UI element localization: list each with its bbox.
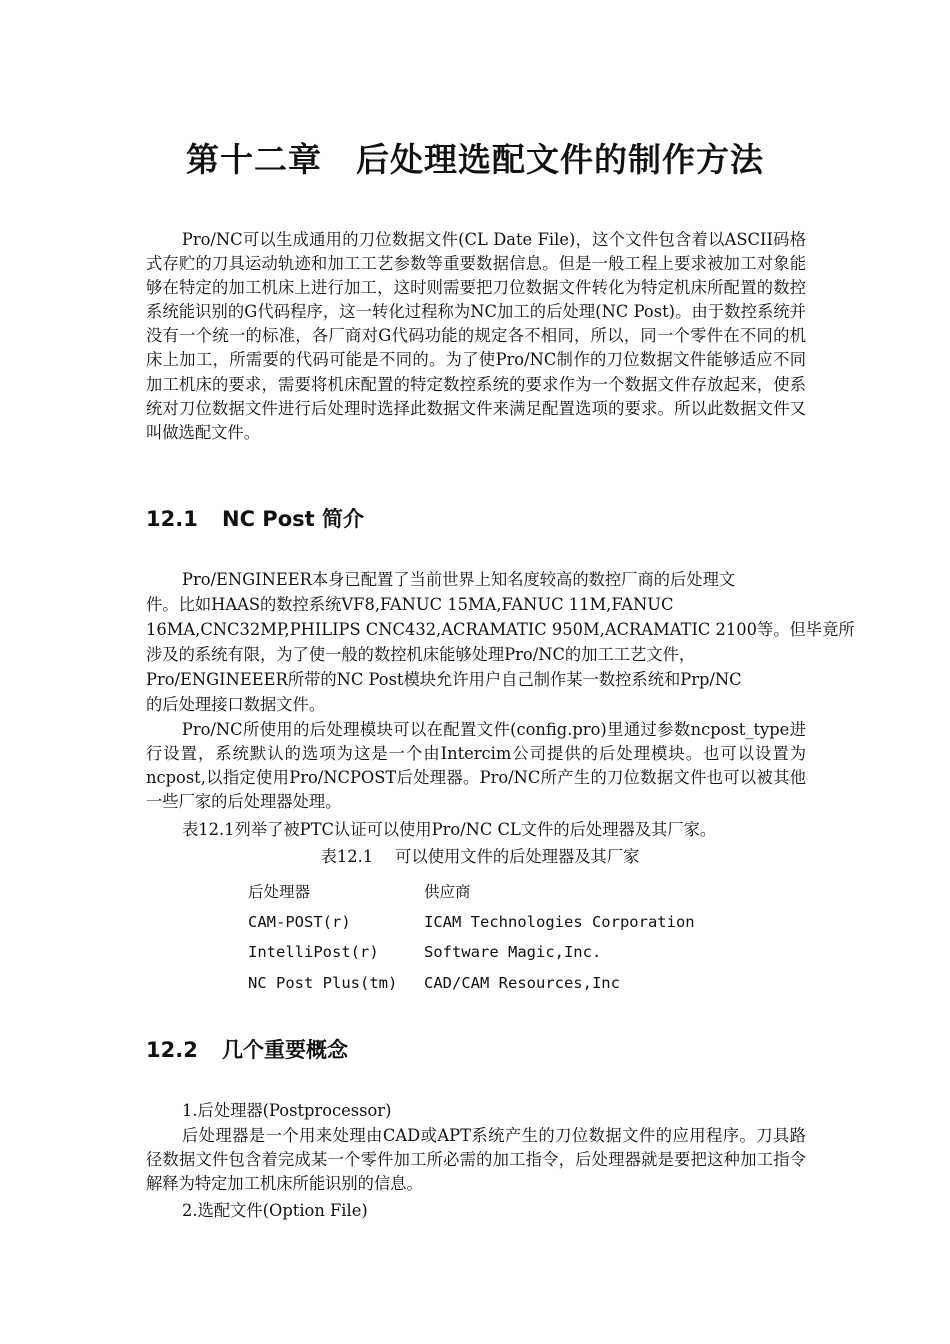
body-line: 16MA,CNC32MP,PHILIPS CNC432,ACRAMATIC 950M,ACRAMATIC 2100等。但毕竟所 [146, 620, 855, 639]
section-number: 12.2 [146, 1038, 198, 1062]
table-intro-line: 表12.1列举了被PTC认证可以使用Pro/NC CL文件的后处理器及其厂家。 [182, 820, 717, 839]
table-cell: NC Post Plus(tm) [248, 973, 398, 992]
table-cell: IntelliPost(r) [248, 943, 379, 962]
item-title: 2.选配文件(Option File) [182, 1201, 368, 1220]
body-line: 件。比如HAAS的数控系统VF8,FANUC 15MA,FANUC 11M,FANUC [146, 595, 674, 614]
table-header-row [248, 876, 724, 907]
table-cell: Software Magic,Inc. [424, 943, 602, 962]
body-line: 的后处理接口数据文件。 [146, 695, 326, 714]
body-line: Pro/ENGINEEER所带的NC Post模块允许用户自己制作某一数控系统和Prp/NC [146, 670, 742, 689]
chapter-title: 第十二章 后处理选配文件的制作方法 [186, 140, 764, 179]
post-module-paragraph: Pro/NC所使用的后处理模块可以在配置文件(config.pro)里通过参数ncpost_type进行设置，系统默认的选项为这是一个由Intercim公司提供的后处理模块。也可以设置为ncpost,以指定使用Pro/NCPOST后处理器。Pro/NC所产生的刀位数据文件也可以被其他一些厂家的后处理器处理。 [146, 720, 806, 812]
section-number: 12.1 [146, 507, 198, 531]
table-row [248, 937, 724, 968]
table-caption [0, 843, 950, 867]
table-caption-text: 可以使用文件的后处理器及其厂家 [395, 847, 640, 866]
intro-paragraph: Pro/NC可以生成通用的刀位数据文件(CL Date File)，这个文件包含着以ASCII码格式存贮的刀具运动轨迹和加工工艺参数等重要数据信息。但是一般工程上要求被加工对象能够在特定的加工机床上进行加工，这时则需要把刀位数据文件转化为特定机床所配置的数控系统能识别的G代码程序，这一转化过程称为NC加工的后处理(NC Post)。由于数控系统并没有一个统一的标准，各厂商对G代码功能的规定各不相同，所以，同一个零件在不同的机床上加工，所需要的代码可能是不同的。为了使Pro/NC制作的刀位数据文件能够适应不同加工机床的要求，需要将机床配置的特定数控系统的要求作为一个数据文件存放起来，使系统对刀位数据文件进行后处理时选择此数据文件来满足配置选项的要求。所以此数据文件又叫做选配文件。 [146, 230, 806, 442]
body-line: 涉及的系统有限，为了使一般的数控机床能够处理Pro/NC的加工工艺文件， [146, 645, 696, 664]
section-title: 几个重要概念 [222, 1038, 348, 1062]
section-title: NC Post 简介 [222, 507, 364, 531]
table-caption-number: 表12.1 [320, 847, 374, 866]
item-title: 1.后处理器(Postprocessor) [182, 1101, 392, 1120]
section-heading-12-2 [146, 1034, 348, 1064]
table-row [248, 968, 724, 999]
table-cell: ICAM Technologies Corporation [424, 912, 695, 931]
body-line: Pro/ENGINEER本身已配置了当前世界上知名度较高的数控厂商的后处理文 [182, 570, 736, 589]
table-header: 后处理器 [248, 883, 311, 902]
table-cell: CAD/CAM Resources,Inc [424, 973, 620, 992]
table-header: 供应商 [424, 883, 471, 902]
table-cell: CAM-POST(r) [248, 912, 351, 931]
table-row [248, 907, 724, 938]
postprocessor-definition: 后处理器是一个用来处理由CAD或APT系统产生的刀位数据文件的应用程序。刀具路径数据文件包含着完成某一个零件加工所必需的加工指令，后处理器就是要把这种加工指令解释为特定加工机床所能识别的信息。 [146, 1126, 806, 1194]
postprocessor-table [248, 876, 724, 998]
section-heading-12-1 [146, 503, 364, 533]
